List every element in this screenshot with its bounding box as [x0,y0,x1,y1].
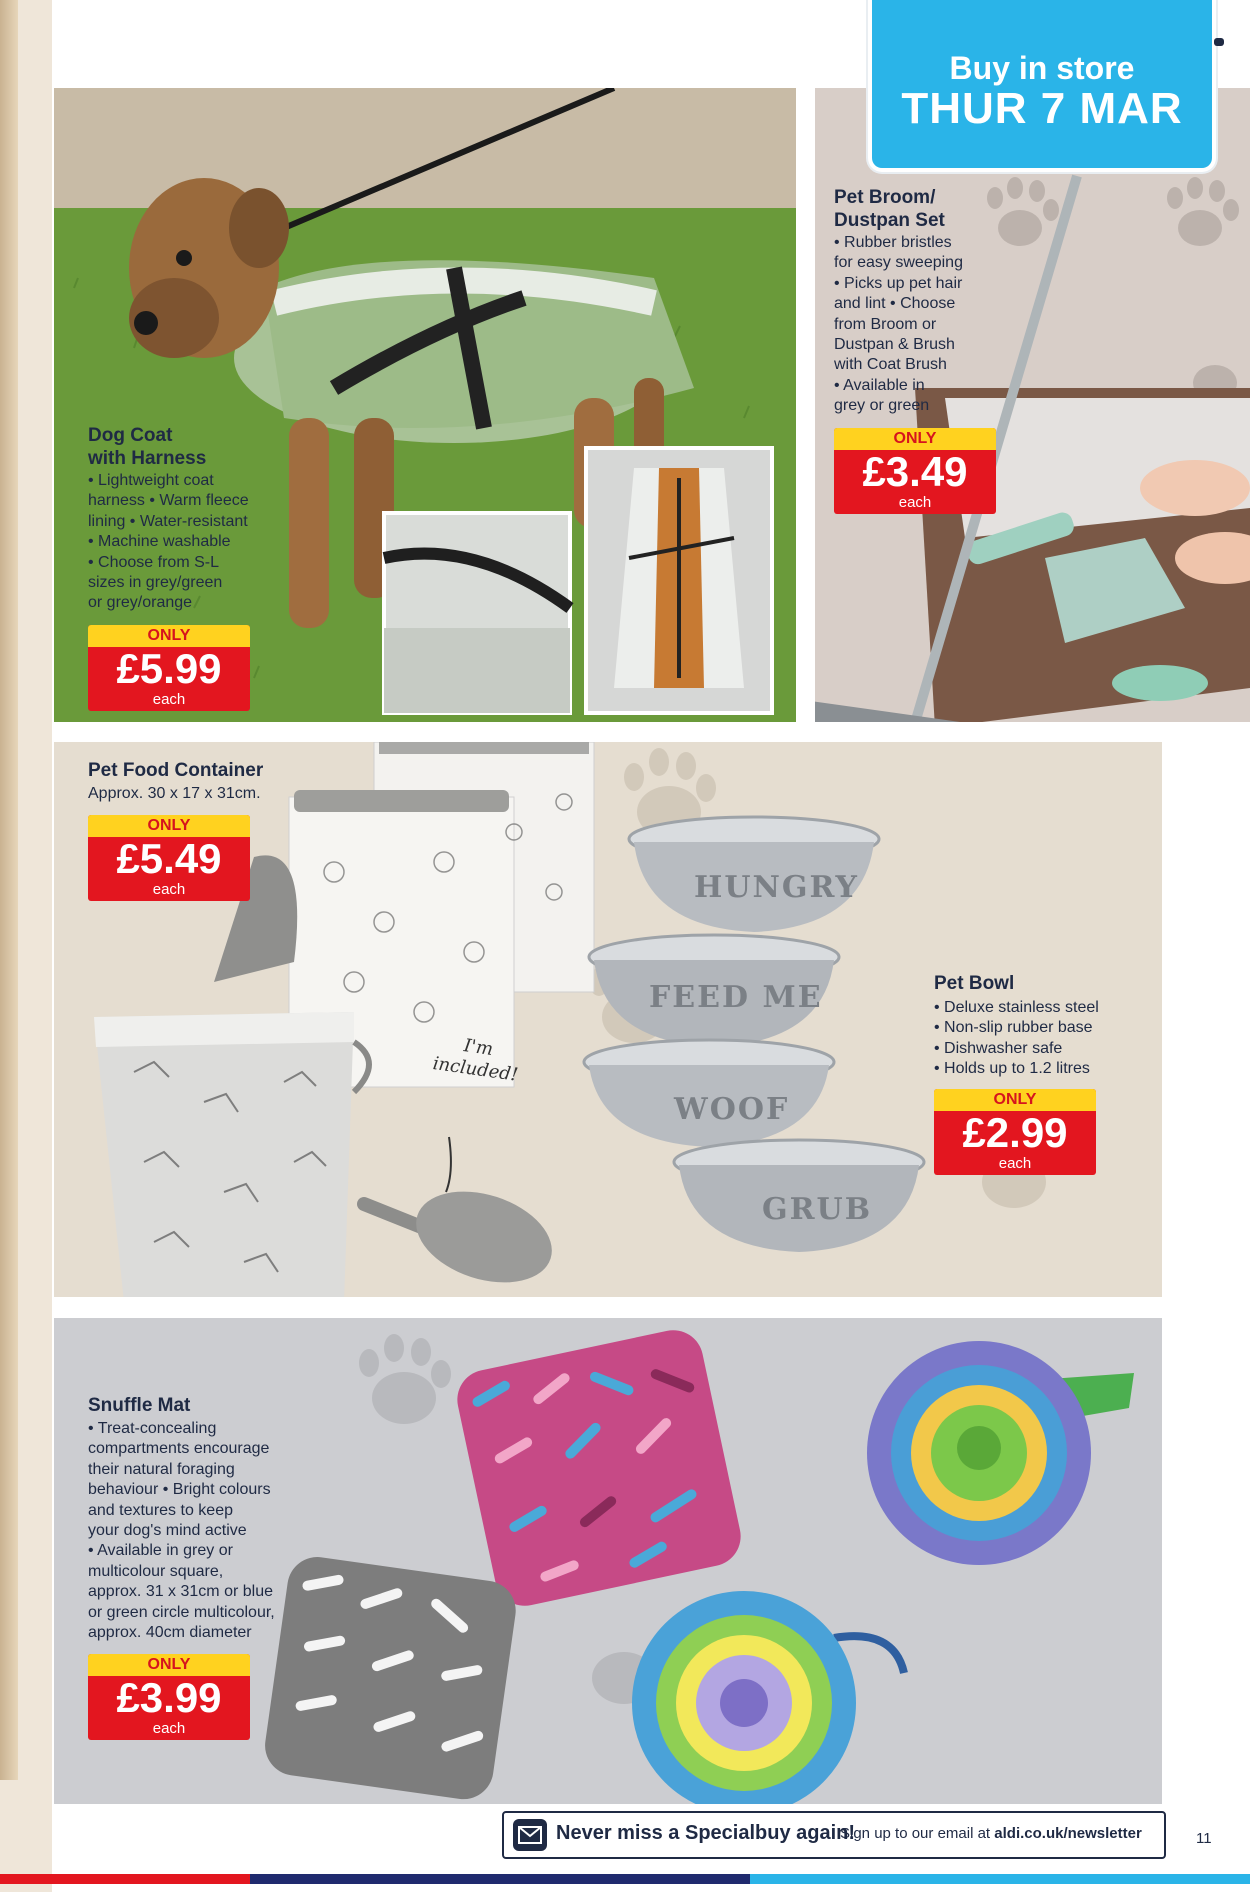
bowl-word-feed-me: FEED ME [649,980,823,1015]
each-label: each [998,1155,1032,1172]
corner-mark [1214,38,1224,46]
only-label: ONLY [88,815,250,837]
pet-food-container-dimensions: Approx. 30 x 17 x 31cm. [88,785,261,802]
included-note: I'm included! [431,1035,520,1086]
pet-food-bowl-panel [54,742,1162,1297]
each-label: each [152,691,186,708]
pet-broom-description: • Rubber bristles for easy sweeping • Picks up pet hair and lint • Choose from Broom or Dustpan & Brush with Coat Brush • Available in grey or green [834,234,963,415]
price-amount: £5.99 [116,645,222,692]
newsletter-headline: Never miss a Specialbuy again! [556,1822,856,1844]
signup-prompt: Sign up to our email at [840,1825,995,1842]
dog-coat-title: Dog Coat with Harness [88,425,207,469]
pet-bowl-title: Pet Bowl [934,973,1015,994]
dog-coat-panel [54,88,796,722]
only-label: ONLY [88,625,250,647]
pet-broom-title: Pet Broom/ Dustpan Set [834,187,945,231]
pet-broom-panel [815,88,1250,722]
only-label: ONLY [834,428,996,450]
newsletter-link[interactable]: aldi.co.uk/newsletter [994,1825,1142,1842]
bowl-word-grub: GRUB [762,1192,873,1227]
each-label: each [152,1720,186,1737]
pet-broom-price-badge [834,428,996,514]
dog-coat-price-badge [88,625,250,711]
dog-coat-description: • Lightweight coat harness • Warm fleece lining • Water-resistant • Machine washable • Choose from S-L sizes in grey/green or grey/orange [88,472,249,612]
each-label: each [152,881,186,898]
bowl-word-woof: WOOF [674,1092,790,1127]
newsletter-signup-text [840,1825,1142,1842]
pet-food-container-price-badge [88,815,250,901]
each-label: each [898,494,932,511]
pet-bowl-price-badge [934,1089,1096,1175]
pet-food-container-title: Pet Food Container [88,760,264,781]
snuffle-mat-price-badge [88,1654,250,1740]
snuffle-mat-description: • Treat-concealing compartments encourage their natural foraging behaviour • Bright colours and textures to keep your dog's mind active • Available in grey or multicolour square, approx. 31 x 31cm or blue or green circle multicolour, approx. 40cm diameter [88,1420,275,1642]
only-label: ONLY [934,1089,1096,1111]
price-amount: £2.99 [962,1109,1068,1156]
snuffle-mat-panel [54,1318,1162,1804]
adjacent-page-shadow [0,0,18,1780]
only-label: ONLY [88,1654,250,1676]
buy-in-store-banner [868,0,1216,172]
price-amount: £3.49 [862,448,968,495]
bowl-word-hungry: HUNGRY [694,870,859,905]
banner-date: THUR 7 MAR [901,84,1183,133]
newsletter-banner[interactable] [502,1811,1166,1859]
envelope-icon [512,1818,548,1852]
price-amount: £3.99 [116,1674,222,1721]
price-amount: £5.49 [116,835,222,882]
page-number: 11 [1196,1830,1212,1847]
color-stripe [0,1874,1250,1884]
pet-bowl-description: • Deluxe stainless steel • Non-slip rubber base • Dishwasher safe • Holds up to 1.2 litres [934,999,1099,1078]
banner-line1: Buy in store [949,50,1135,86]
snuffle-mat-title: Snuffle Mat [88,1395,191,1416]
